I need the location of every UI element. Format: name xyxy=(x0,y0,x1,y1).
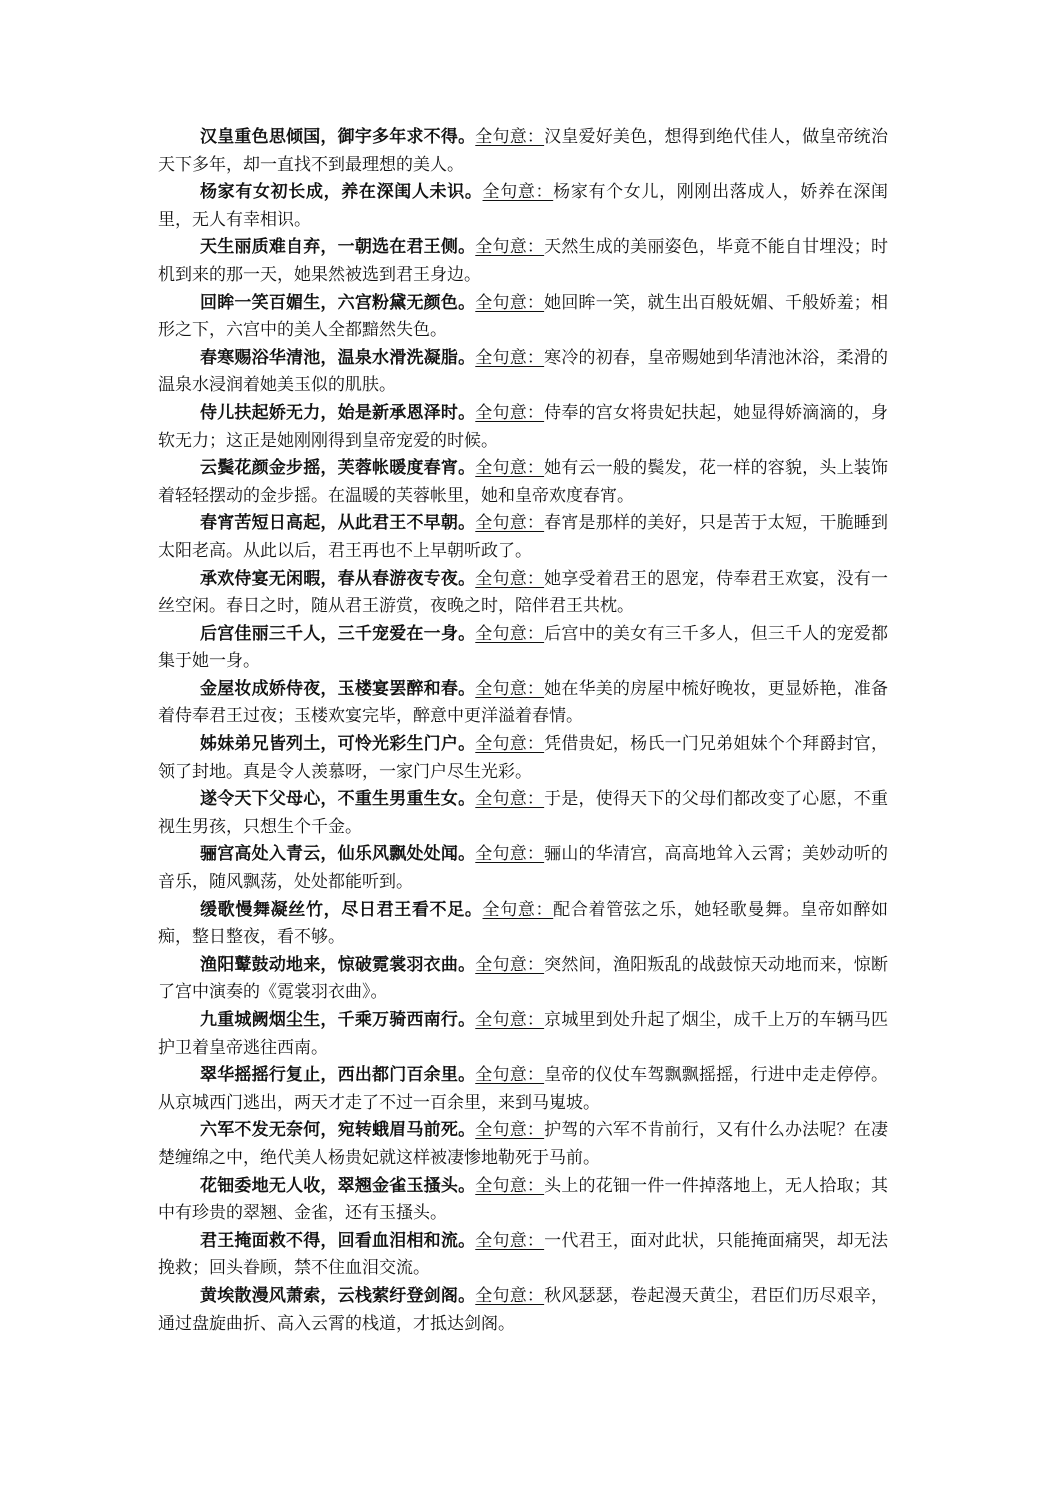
document-page xyxy=(158,124,888,1338)
verse-text: 六军不发无奈何，宛转蛾眉马前死。 xyxy=(200,1120,476,1141)
meaning-text: 天然生成的美丽姿色，毕竟不能自甘埋没；时机到来的那一天，她果然被选到君王身边。 xyxy=(158,237,889,285)
meaning-label: 全句意： xyxy=(475,954,545,975)
verse-entry-11 xyxy=(158,676,888,731)
meaning-label: 全句意： xyxy=(475,127,545,147)
verse-entry-8 xyxy=(158,510,888,565)
verse-entry-13 xyxy=(158,786,888,841)
verse-entry-18 xyxy=(158,1062,888,1117)
verse-text: 云鬓花颜金步摇，芙蓉帐暖度春宵。 xyxy=(200,458,476,479)
meaning-label: 全句意： xyxy=(475,1120,545,1141)
meaning-label: 全句意： xyxy=(475,1175,545,1196)
verse-text: 天生丽质难自弃，一朝选在君王侧。 xyxy=(200,237,476,258)
meaning-label: 全句意： xyxy=(475,1285,545,1306)
meaning-text: 春宵是那样的美好，只是苦于太短，干脆睡到太阳老高。从此以后，君王再也不上早朝听政了。 xyxy=(158,513,889,561)
meaning-label: 全句意： xyxy=(475,402,545,423)
meaning-label: 全句意： xyxy=(475,513,545,534)
meaning-text: 一代君王，面对此状，只能掩面痛哭，却无法挽救；回头眷顾，禁不住血泪交流。 xyxy=(158,1230,889,1279)
meaning-text: 杨家有个女儿，刚刚出落成人，娇养在深闺里，无人有幸相识。 xyxy=(158,182,889,230)
verse-text: 春寒赐浴华清池，温泉水滑洗凝脂。 xyxy=(200,347,476,368)
meaning-text: 她有云一般的鬓发，花一样的容貌，头上装饰着轻轻摆动的金步摇。在温暖的芙蓉帐里，她和皇帝欢度春宵。 xyxy=(158,458,889,506)
meaning-label: 全句意： xyxy=(482,899,554,920)
verse-text: 翠华摇摇行复止，西出都门百余里。 xyxy=(200,1065,476,1086)
verse-text: 承欢侍宴无闲暇，春从春游夜专夜。 xyxy=(200,568,476,589)
verse-text: 后宫佳丽三千人，三千宠爱在一身。 xyxy=(200,623,476,644)
verse-text: 黄埃散漫风萧索，云栈萦纡登剑阁。 xyxy=(200,1285,476,1306)
meaning-text: 她享受着君王的恩宠，侍奉君王欢宴，没有一丝空闲。春日之时，随从君王游赏，夜晚之时，陪伴君王共枕。 xyxy=(158,568,889,617)
meaning-label: 全句意： xyxy=(475,347,545,368)
verse-entry-16 xyxy=(158,952,888,1007)
verse-entry-5 xyxy=(158,345,888,400)
meaning-label: 全句意： xyxy=(475,678,545,699)
verse-text: 九重城阙烟尘生，千乘万骑西南行。 xyxy=(200,1010,476,1030)
verse-entry-10 xyxy=(158,621,888,676)
meaning-text: 秋风瑟瑟，卷起漫天黄尘，君臣们历尽艰辛，通过盘旋曲折、高入云霄的栈道，才抵达剑阁。 xyxy=(158,1285,889,1334)
verse-text: 骊宫高处入青云，仙乐风飘处处闻。 xyxy=(200,844,476,865)
verse-entry-19 xyxy=(158,1117,888,1172)
verse-text: 春宵苦短日高起，从此君王不早朝。 xyxy=(200,513,476,534)
meaning-label: 全句意： xyxy=(475,568,545,589)
meaning-text: 京城里到处升起了烟尘，成千上万的车辆马匹护卫着皇帝逃往西南。 xyxy=(158,1010,889,1058)
verse-entry-3 xyxy=(158,234,888,289)
verse-entry-15 xyxy=(158,897,888,952)
meaning-text: 侍奉的宫女将贵妃扶起，她显得娇滴滴的，身软无力；这正是她刚刚得到皇帝宠爱的时候。 xyxy=(158,402,889,451)
meaning-text: 头上的花钿一件一件掉落地上，无人拾取；其中有珍贵的翠翘、金雀，还有玉搔头。 xyxy=(158,1175,889,1224)
meaning-label: 全句意： xyxy=(475,1065,545,1086)
meaning-label: 全句意： xyxy=(475,1230,545,1251)
meaning-label: 全句意： xyxy=(475,458,545,479)
verse-entry-22 xyxy=(158,1283,888,1338)
verse-entry-9 xyxy=(158,566,888,621)
meaning-label: 全句意： xyxy=(475,623,545,644)
verse-text: 花钿委地无人收，翠翘金雀玉搔头。 xyxy=(200,1175,476,1196)
meaning-text: 寒冷的初春，皇帝赐她到华清池沐浴，柔滑的温泉水浸润着她美玉似的肌肤。 xyxy=(158,347,889,396)
verse-entry-21 xyxy=(158,1228,888,1283)
meaning-text: 突然间，渔阳叛乱的战鼓惊天动地而来，惊断了宫中演奏的《霓裳羽衣曲》。 xyxy=(158,954,889,1003)
meaning-text: 她回眸一笑，就生出百般妩媚、千般娇羞；相形之下，六宫中的美人全都黯然失色。 xyxy=(158,292,889,341)
verse-text: 回眸一笑百媚生，六宫粉黛无颜色。 xyxy=(200,292,476,313)
verse-entry-14 xyxy=(158,841,888,896)
meaning-text: 护驾的六军不肯前行，又有什么办法呢？在凄楚缠绵之中，绝代美人杨贵妃就这样被凄惨地勒死于马前。 xyxy=(158,1120,889,1168)
meaning-text: 皇帝的仪仗车驾飘飘摇摇，行进中走走停停。从京城西门逃出，两天才走了不过一百余里，来到马嵬坡。 xyxy=(158,1065,889,1113)
verse-text: 遂令天下父母心，不重生男重生女。 xyxy=(200,789,476,810)
meaning-text: 凭借贵妃，杨氏一门兄弟姐妹个个拜爵封官，领了封地。真是令人羡慕呀，一家门户尽生光彩。 xyxy=(158,734,889,782)
verse-entry-12 xyxy=(158,731,888,786)
verse-entry-6 xyxy=(158,400,888,455)
meaning-label: 全句意： xyxy=(475,789,545,810)
meaning-text: 后宫中的美女有三千多人，但三千人的宠爱都集于她一身。 xyxy=(158,623,889,672)
meaning-text: 她在华美的房屋中梳好晚妆，更显娇艳，准备着侍奉君王过夜；玉楼欢宴完毕，醉意中更洋溢着春情。 xyxy=(158,678,889,727)
verse-text: 君王掩面救不得，回看血泪相和流。 xyxy=(200,1230,476,1251)
meaning-text: 配合着管弦之乐，她轻歌曼舞。皇帝如醉如痴，整日整夜，看不够。 xyxy=(158,899,889,948)
verse-entry-1 xyxy=(158,124,888,179)
meaning-label: 全句意： xyxy=(475,844,545,865)
meaning-label: 全句意： xyxy=(475,292,545,313)
verse-text: 金屋妆成娇侍夜，玉楼宴罢醉和春。 xyxy=(200,678,476,699)
verse-text: 侍儿扶起娇无力，始是新承恩泽时。 xyxy=(200,402,476,423)
verse-entry-2 xyxy=(158,179,888,234)
verse-text: 缓歌慢舞凝丝竹，尽日君王看不足。 xyxy=(200,899,483,920)
meaning-label: 全句意： xyxy=(475,237,545,258)
meaning-label: 全句意： xyxy=(475,734,545,755)
verse-text: 渔阳鼙鼓动地来，惊破霓裳羽衣曲。 xyxy=(200,954,476,975)
verse-text: 汉皇重色思倾国，御宇多年求不得。 xyxy=(200,127,476,147)
verse-entry-4 xyxy=(158,290,888,345)
verse-entry-20 xyxy=(158,1173,888,1228)
verse-entry-7 xyxy=(158,455,888,510)
meaning-label: 全句意： xyxy=(475,1010,545,1030)
verse-text: 杨家有女初长成，养在深闺人未识。 xyxy=(200,182,483,203)
verse-text: 姊妹弟兄皆列土，可怜光彩生门户。 xyxy=(200,734,476,755)
meaning-text: 汉皇爱好美色，想得到绝代佳人，做皇帝统治天下多年，却一直找不到最理想的美人。 xyxy=(158,127,889,175)
meaning-label: 全句意： xyxy=(482,182,554,203)
meaning-text: 于是，使得天下的父母们都改变了心愿，不重视生男孩，只想生个千金。 xyxy=(158,789,889,837)
meaning-text: 骊山的华清宫，高高地耸入云霄；美妙动听的音乐，随风飘荡，处处都能听到。 xyxy=(158,844,889,893)
verse-entry-17 xyxy=(158,1007,888,1062)
